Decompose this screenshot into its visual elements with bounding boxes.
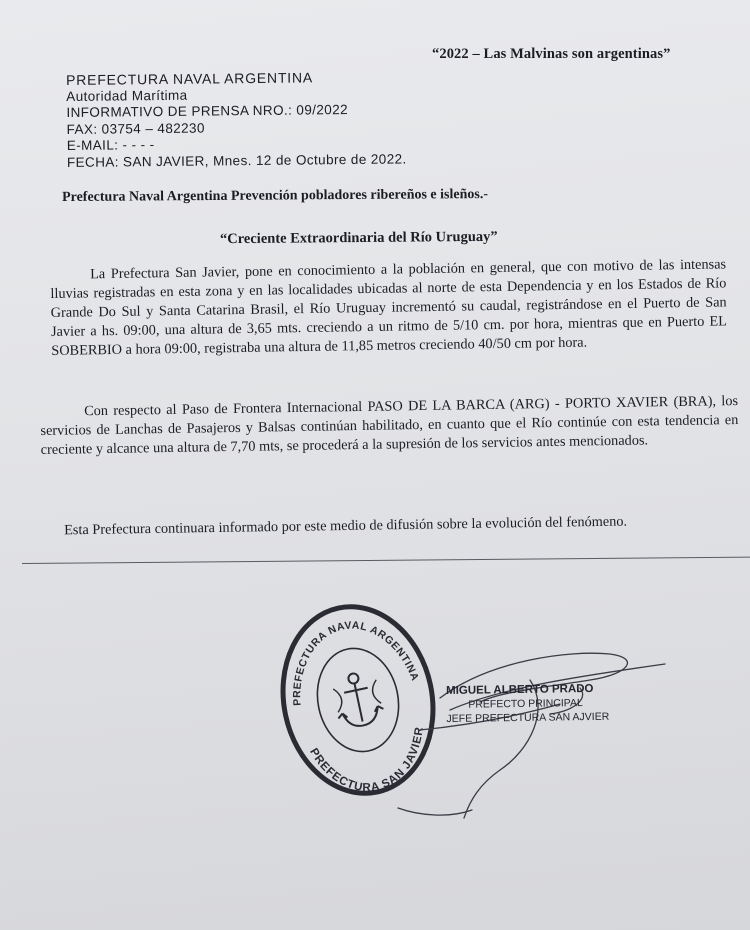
signatory-rank: PREFECTO PRINCIPAL	[468, 697, 583, 711]
subject-title: “Creciente Extraordinaria del Río Uruguay”	[219, 228, 498, 248]
signatory-block	[446, 682, 609, 726]
handwritten-signature	[380, 640, 680, 830]
bulletin-number: INFORMATIVO DE PRENSA NRO.: 09/2022	[66, 102, 349, 120]
divider-line	[22, 557, 750, 564]
letterhead	[66, 68, 407, 171]
prevention-heading: Prefectura Naval Argentina Prevención pobladores ribereños e isleños.-	[62, 187, 489, 205]
signatory-position: JEFE PREFECTURA SAN AJVIER	[446, 710, 610, 725]
seal-bottom-text: PREFECTURA SAN JAVIER	[307, 725, 426, 795]
date-line: FECHA: SAN JAVIER, Mnes. 12 de Octubre de 2022.	[66, 150, 407, 170]
email-line: E-MAIL: - - - -	[66, 137, 155, 153]
body-paragraph-1: La Prefectura San Javier, pone en conocimiento a la población en general, que con motivo de las intensas lluvias registradas en esta zona y en las localidades ubicadas al norte de esta Dependencia y en los Estados de Río Grande Do Sul y Santa Catarina Brasil, el Río Uruguay incrementó su caudal, registrándose en el Puerto de San Javier a hs. 09:00, una altura de 3,65 mts. creciendo a un ritmo de 5/10 cm. por hora, mientras que en Puerto EL SOBERBIO a hora 09:00, registraba una altura de 11,85 metros creciendo 40/50 cm por hora.	[50, 256, 728, 359]
body-paragraph-2: Con respecto al Paso de Frontera Internacional PASO DE LA BARCA (ARG) - PORTO XAVIER (BRA), los servicios de Lanchas de Pasajeros y Balsas continúan habilitado, en cuanto que el Río continúe con esta tendencia en creciente y alcance una altura de 7,70 mts, se procederá a la supresión de los servicios antes mencionados.	[40, 393, 739, 458]
authority-line: Autoridad Marítima	[66, 87, 188, 104]
body-paragraph-3: Esta Prefectura continuara informado por este medio de difusión sobre la evolución del fenómeno.	[64, 513, 628, 539]
fax-line: FAX: 03754 – 482230	[66, 120, 205, 137]
anchor-icon	[330, 669, 386, 730]
motto: “2022 – Las Malvinas son argentinas”	[432, 46, 671, 62]
seal-top-text: PREFECTURA NAVAL ARGENTINA	[291, 619, 422, 707]
organization-name: PREFECTURA NAVAL ARGENTINA	[66, 69, 314, 88]
signatory-name: MIGUEL ALBERTO PRADO	[446, 682, 594, 697]
